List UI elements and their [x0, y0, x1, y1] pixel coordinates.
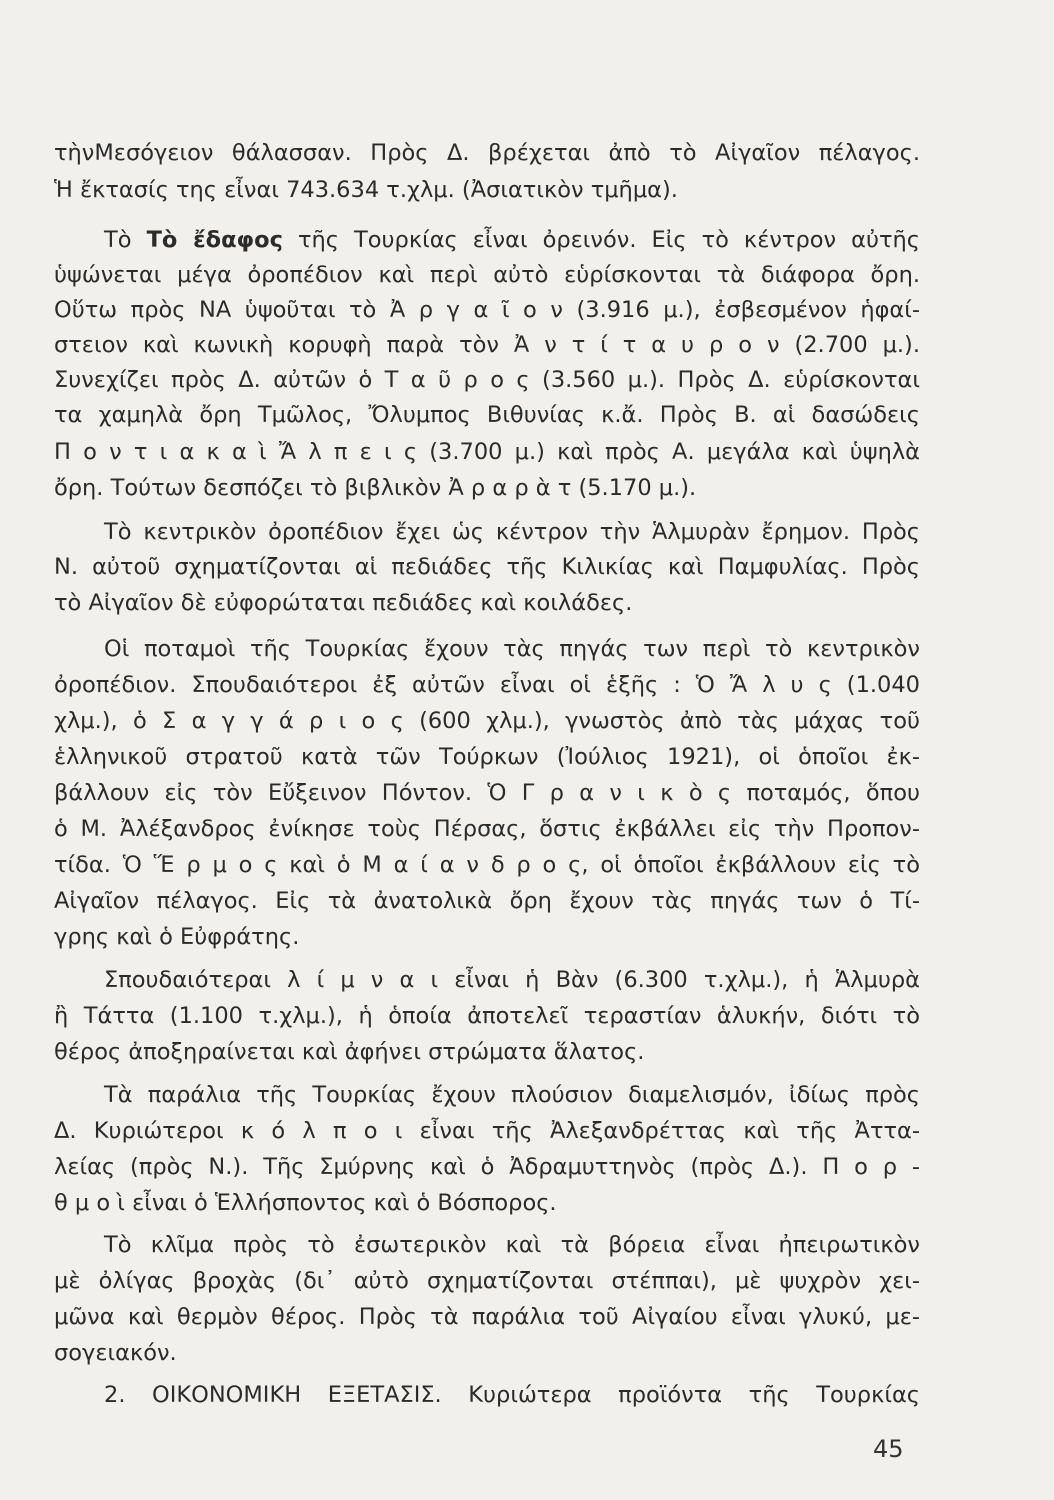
text-line: βάλλουν εἰς τὸν Εὔξεινον Πόντον. Ὁ Γ ρ α ν ι κ ὸ ς ποταμός, ὅπου — [54, 780, 920, 806]
text-line: μῶνα καὶ θερμὸν θέρος. Πρὸς τὰ παράλια τοῦ Αἰγαίου εἶναι γλυκύ, με- — [54, 1304, 920, 1330]
text-line: στειον καὶ κωνικὴ κορυφὴ παρὰ τὸν Ἀ ν τ ί τ α υ ρ ο ν (2.700 μ.). — [54, 332, 920, 358]
text-line: Ἡ ἔκτασίς της εἶναι 743.634 τ.χλμ. (Ἀσιατικὸν τμῆμα). — [54, 177, 678, 203]
text-line: ὁ Μ. Ἀλέξανδρος ἐνίκησε τοὺς Πέρσας, ὅστις ἐκβάλλει εἰς τὴν Προπον- — [54, 816, 920, 842]
text-line: χλμ.), ὁ Σ α γ γ ά ρ ι ο ς (600 χλμ.), γνωστὸς ἀπὸ τὰς μάχας τοῦ — [54, 708, 920, 734]
text-line: σογειακόν. — [54, 1340, 177, 1366]
paragraph-line — [104, 225, 920, 255]
text-line: Ν. αὐτοῦ σχηματίζονται αἱ πεδιάδες τῆς Κιλικίας καὶ Παμφυλίας. Πρὸς — [54, 554, 920, 580]
page-number: 45 — [873, 1435, 904, 1463]
text-line: ἑλληνικοῦ στρατοῦ κατὰ τῶν Τούρκων (Ἰούλιος 1921), οἱ ὁποῖοι ἐκ- — [54, 744, 920, 770]
text-line: ὄρη. Τούτων δεσπόζει τὸ βιβλικὸν Ἀ ρ α ρ ὰ τ (5.170 μ.). — [54, 475, 697, 501]
section-heading-line: 2. ΟΙΚΟΝΟΜΙΚΗ ΕΞΕΤΑΣΙΣ. Κυριώτερα προϊόντα τῆς Τουρκίας — [104, 1382, 920, 1408]
text-line: Οἱ ποταμοὶ τῆς Τουρκίας ἔχουν τὰς πηγάς των περὶ τὸ κεντρικὸν — [104, 636, 920, 662]
text-line: Συνεχίζει πρὸς Δ. αὐτῶν ὁ Τ α ῦ ρ ο ς (3.560 μ.). Πρὸς Δ. εὑρίσκονται — [54, 367, 920, 393]
word-to: Τὸ — [104, 227, 132, 253]
text-line: τὸ Αἰγαῖον δὲ εὐφορώταται πεδιάδες καὶ κοιλάδες. — [54, 590, 633, 616]
text-line: Τὸ κλῖμα πρὸς τὸ ἐσωτερικὸν καὶ τὰ βόρεια εἶναι ἠπειρωτικὸν — [104, 1232, 920, 1258]
text-line: ὀροπέδιον. Σπουδαιότεροι ἐξ αὐτῶν εἶναι οἱ ἑξῆς : Ὁ Ἄ λ υ ς (1.040 — [54, 672, 920, 698]
text-line: Π ο ν τ ι α κ α ὶ Ἄ λ π ε ι ς (3.700 μ.) καὶ πρὸς Α. μεγάλα καὶ ὑψηλὰ — [54, 439, 920, 465]
text-line: ὑψώνεται μέγα ὀροπέδιον καὶ περὶ αὐτὸ εὑρίσκονται τὰ διάφορα ὄρη. — [54, 262, 920, 288]
text-line: θ μ ο ὶ εἶναι ὁ Ἑλλήσποντος καὶ ὁ Βόσπορος. — [54, 1190, 557, 1216]
text-line: τὴνΜεσόγειον θάλασσαν. Πρὸς Δ. βρέχεται ἀπὸ τὸ Αἰγαῖον πέλαγος. — [54, 140, 920, 166]
text-line: τίδα. Ὁ Ἕ ρ μ ο ς καὶ ὁ Μ α ί α ν δ ρ ο ς, οἱ ὁποῖοι ἐκβάλλουν εἰς τὸ — [54, 852, 920, 878]
text-line: Σπουδαιότεραι λ ί μ ν α ι εἶναι ἡ Βὰν (6.300 τ.χλμ.), ἡ Ἁλμυρὰ — [104, 967, 920, 993]
text-line: Δ. Κυριώτεροι κ ό λ π ο ι εἶναι τῆς Ἀλεξανδρέττας καὶ τῆς Ἀττα- — [54, 1118, 920, 1144]
text-line: τα χαμηλὰ ὄρη Τμῶλος, Ὄλυμπος Βιθυνίας κ.ἄ. Πρὸς Β. αἱ δασώδεις — [54, 402, 920, 428]
text-line: θέρος ἀποξηραίνεται καὶ ἀφήνει στρώματα ἅλατος. — [54, 1039, 645, 1065]
text-line: Οὕτω πρὸς ΝΑ ὑψοῦται τὸ Ἀ ρ γ α ῖ ο ν (3.916 μ.), ἐσβεσμένον ἡφαί- — [54, 297, 920, 323]
text-line: Αἰγαῖον πέλαγος. Εἰς τὰ ἀνατολικὰ ὄρη ἔχουν τὰς πηγάς των ὁ Τί- — [54, 888, 920, 914]
text-line: ἢ Τάττα (1.100 τ.χλμ.), ἡ ὁποία ἀποτελεῖ τεραστίαν ἁλυκήν, διότι τὸ — [54, 1003, 920, 1029]
line-text: τῆς Τουρκίας εἶναι ὀρεινόν. Εἰς τὸ κέντρον αὐτῆς — [297, 227, 920, 253]
text-line: Τὰ παράλια τῆς Τουρκίας ἔχουν πλούσιον διαμελισμόν, ἰδίως πρὸς — [104, 1082, 920, 1108]
text-line: μὲ ὀλίγας βροχὰς (δι᾿ αὐτὸ σχηματίζονται στέππαι), μὲ ψυχρὸν χει- — [54, 1268, 920, 1294]
section-keyword: Τὸ ἔδαφος — [146, 227, 283, 253]
text-line: Τὸ κεντρικὸν ὀροπέδιον ἔχει ὡς κέντρον τὴν Ἁλμυρὰν ἔρημον. Πρὸς — [104, 519, 920, 545]
text-line: λείας (πρὸς Ν.). Τῆς Σμύρνης καὶ ὁ Ἀδραμυττηνὸς (πρὸς Δ.). Π ο ρ - — [54, 1154, 920, 1180]
text-line: γρης καὶ ὁ Εὐφράτης. — [54, 924, 300, 950]
